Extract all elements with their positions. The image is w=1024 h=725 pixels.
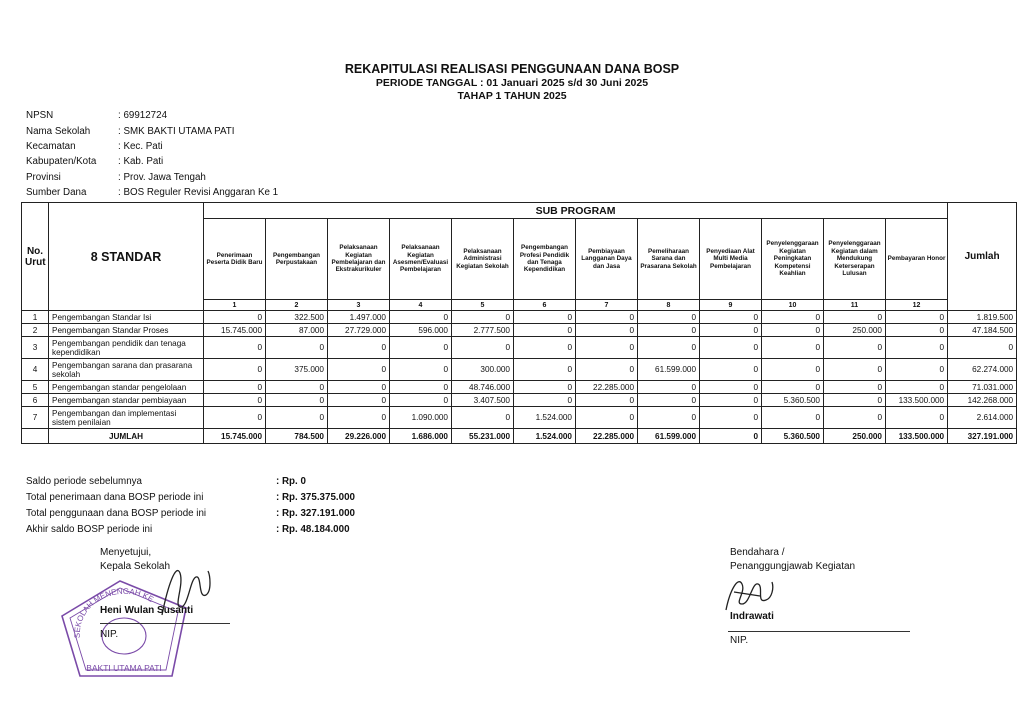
- signature-left-title: Menyetujui, Kepala Sekolah: [100, 547, 171, 572]
- row-number: 5: [22, 381, 49, 394]
- amount-cell: 1.497.000: [328, 311, 390, 324]
- signature-right-title: Bendahara / Penanggungjawab Kegiatan: [730, 547, 856, 572]
- amount-cell: 0: [390, 337, 452, 359]
- signature-right-nip: NIP.: [730, 635, 749, 646]
- amount-cell: 87.000: [266, 324, 328, 337]
- standar-name: Pengembangan Standar Proses: [49, 324, 204, 337]
- amount-cell: 2.777.500: [452, 324, 514, 337]
- row-number: 4: [22, 359, 49, 381]
- amount-cell: 0: [390, 394, 452, 407]
- amount-cell: 0: [514, 359, 576, 381]
- total-amount-cell: 250.000: [824, 429, 886, 444]
- stamp-bottom-text: BAKTI UTAMA PATI: [86, 663, 162, 673]
- total-row: [22, 429, 1017, 444]
- document-title: REKAPITULASI REALISASI PENGGUNAAN DANA BOSP: [344, 62, 680, 76]
- amount-cell: 0: [328, 407, 390, 429]
- amount-cell: 0: [700, 311, 762, 324]
- amount-cell: 22.285.000: [576, 381, 638, 394]
- amount-cell: 0: [700, 359, 762, 381]
- amount-cell: 0: [328, 394, 390, 407]
- sub-program-column-header: Pelaksanaan Kegiatan Pembelajaran dan Ekstrakurikuler: [328, 219, 390, 300]
- amount-cell: 0: [762, 359, 824, 381]
- sub-program-column-header: Penyelenggaraan Kegiatan Peningkatan Kompetensi Keahlian: [762, 219, 824, 300]
- amount-cell: 0: [824, 407, 886, 429]
- info-label: Nama Sekolah: [26, 125, 91, 137]
- column-number: 10: [762, 300, 824, 311]
- amount-cell: 0: [390, 359, 452, 381]
- sub-program-header: SUB PROGRAM: [204, 203, 948, 219]
- amount-cell: 0: [700, 324, 762, 337]
- info-value: : 69912724: [118, 110, 168, 122]
- column-number: 5: [452, 300, 514, 311]
- column-number: 6: [514, 300, 576, 311]
- amount-cell: 0: [824, 311, 886, 324]
- table-row: [22, 394, 1017, 407]
- amount-cell: 0: [762, 324, 824, 337]
- standar-name: Pengembangan pendidik dan tenaga kependidikan: [49, 337, 204, 359]
- total-amount-cell: 0: [700, 429, 762, 444]
- amount-cell: 0: [576, 324, 638, 337]
- amount-cell: 0: [514, 381, 576, 394]
- summary-label: Total penerimaan dana BOSP periode ini: [26, 491, 204, 503]
- standar-header: 8 STANDAR: [49, 203, 204, 311]
- sub-program-column-header: Pelaksanaan Administrasi Kegiatan Sekolah: [452, 219, 514, 300]
- amount-cell: 3.407.500: [452, 394, 514, 407]
- info-label: NPSN: [26, 110, 54, 122]
- summary-label: Akhir saldo BOSP periode ini: [26, 524, 153, 536]
- amount-cell: 0: [886, 407, 948, 429]
- amount-cell: 0: [886, 337, 948, 359]
- amount-cell: 0: [762, 311, 824, 324]
- amount-cell: 0: [762, 407, 824, 429]
- amount-cell: 0: [204, 311, 266, 324]
- amount-cell: 27.729.000: [328, 324, 390, 337]
- amount-cell: 0: [886, 311, 948, 324]
- info-value: : Prov. Jawa Tengah: [118, 171, 206, 183]
- jumlah-header: Jumlah: [948, 203, 1017, 311]
- summary-value: : Rp. 48.184.000: [276, 524, 350, 536]
- column-number: 4: [390, 300, 452, 311]
- amount-cell: 61.599.000: [638, 359, 700, 381]
- column-number: 7: [576, 300, 638, 311]
- amount-cell: 0: [700, 394, 762, 407]
- sub-program-column-header: Pengembangan Perpustakaan: [266, 219, 328, 300]
- amount-cell: 300.000: [452, 359, 514, 381]
- amount-cell: 250.000: [824, 324, 886, 337]
- summary-label: Saldo periode sebelumnya: [26, 475, 143, 487]
- info-value: : Kec. Pati: [118, 140, 163, 152]
- amount-cell: 1.524.000: [514, 407, 576, 429]
- amount-cell: 1.090.000: [390, 407, 452, 429]
- info-row: [26, 108, 278, 123]
- amount-cell: 0: [514, 324, 576, 337]
- total-amount-cell: 29.226.000: [328, 429, 390, 444]
- amount-cell: 322.500: [266, 311, 328, 324]
- sub-program-column-header: Pengembangan Profesi Pendidik dan Tenaga Kependidikan: [514, 219, 576, 300]
- info-row: [26, 123, 278, 138]
- total-amount-cell: 5.360.500: [762, 429, 824, 444]
- standar-name: Pengembangan dan implementasi sistem penilaian: [49, 407, 204, 429]
- signature-left-name: Heni Wulan Susanti: [100, 605, 194, 616]
- total-amount-cell: 55.231.000: [452, 429, 514, 444]
- row-number: 7: [22, 407, 49, 429]
- summary-value: : Rp. 327.191.000: [276, 507, 355, 519]
- summary-label: Total penggunaan dana BOSP periode ini: [26, 507, 207, 519]
- signature-left-line: [100, 623, 230, 624]
- info-label: Sumber Dana: [26, 187, 87, 199]
- document-stage: TAHAP 1 TAHUN 2025: [457, 90, 567, 102]
- signature-right-name: Indrawati: [730, 611, 774, 622]
- amount-cell: 0: [576, 359, 638, 381]
- amount-cell: 0: [204, 407, 266, 429]
- summary-row: [26, 522, 355, 538]
- standar-name: Pengembangan standar pembiayaan: [49, 394, 204, 407]
- info-label: Kecamatan: [26, 140, 76, 152]
- info-row: [26, 139, 278, 154]
- sub-program-column-header: Penyelenggaraan Kegiatan dalam Mendukung Keterserapan Lulusan: [824, 219, 886, 300]
- realisasi-table: [21, 202, 1017, 444]
- amount-cell: 0: [576, 311, 638, 324]
- amount-cell: 0: [886, 359, 948, 381]
- grand-total: 327.191.000: [948, 429, 1017, 444]
- column-number: 2: [266, 300, 328, 311]
- amount-cell: 0: [638, 311, 700, 324]
- info-label: Kabupaten/Kota: [26, 156, 97, 168]
- amount-cell: 48.746.000: [452, 381, 514, 394]
- total-label: JUMLAH: [49, 429, 204, 444]
- amount-cell: 0: [824, 381, 886, 394]
- amount-cell: 0: [452, 337, 514, 359]
- amount-cell: 0: [204, 394, 266, 407]
- amount-cell: 0: [638, 407, 700, 429]
- amount-cell: 0: [266, 394, 328, 407]
- amount-cell: 5.360.500: [762, 394, 824, 407]
- row-total: 2.614.000: [948, 407, 1017, 429]
- amount-cell: 0: [638, 394, 700, 407]
- total-amount-cell: 784.500: [266, 429, 328, 444]
- standar-name: Pengembangan Standar Isi: [49, 311, 204, 324]
- row-total: 1.819.500: [948, 311, 1017, 324]
- amount-cell: 0: [638, 381, 700, 394]
- total-amount-cell: 61.599.000: [638, 429, 700, 444]
- amount-cell: 0: [576, 337, 638, 359]
- amount-cell: 0: [824, 394, 886, 407]
- amount-cell: 0: [514, 311, 576, 324]
- total-amount-cell: 133.500.000: [886, 429, 948, 444]
- total-amount-cell: 1.524.000: [514, 429, 576, 444]
- info-row: [26, 170, 278, 185]
- table-row: [22, 324, 1017, 337]
- amount-cell: 596.000: [390, 324, 452, 337]
- amount-cell: 0: [328, 337, 390, 359]
- amount-cell: 0: [266, 381, 328, 394]
- sub-program-column-header: Pembayaran Honor: [886, 219, 948, 300]
- standar-name: Pengembangan standar pengelolaan: [49, 381, 204, 394]
- amount-cell: 0: [204, 381, 266, 394]
- sub-program-column-header: Penerimaan Peserta Didik Baru: [204, 219, 266, 300]
- row-total: 0: [948, 337, 1017, 359]
- table-row: [22, 381, 1017, 394]
- row-number: 3: [22, 337, 49, 359]
- school-info: [26, 108, 278, 200]
- row-total: 47.184.500: [948, 324, 1017, 337]
- row-total: 62.274.000: [948, 359, 1017, 381]
- saldo-summary: [26, 473, 355, 538]
- column-number: 1: [204, 300, 266, 311]
- amount-cell: 0: [266, 407, 328, 429]
- amount-cell: 133.500.000: [886, 394, 948, 407]
- amount-cell: 0: [390, 311, 452, 324]
- amount-cell: 0: [576, 394, 638, 407]
- amount-cell: 0: [328, 359, 390, 381]
- column-number: 9: [700, 300, 762, 311]
- table-row: [22, 407, 1017, 429]
- amount-cell: 0: [204, 359, 266, 381]
- no-urut-header: No. Urut: [22, 203, 49, 311]
- info-value: : Kab. Pati: [118, 156, 164, 168]
- amount-cell: 0: [886, 324, 948, 337]
- amount-cell: 0: [204, 337, 266, 359]
- column-number: 12: [886, 300, 948, 311]
- document-period: PERIODE TANGGAL : 01 Januari 2025 s/d 30 Juni 2025: [375, 77, 649, 89]
- amount-cell: 0: [886, 381, 948, 394]
- info-label: Provinsi: [26, 171, 61, 183]
- amount-cell: 0: [266, 337, 328, 359]
- signature-left-nip: NIP.: [100, 629, 119, 640]
- column-number: 3: [328, 300, 390, 311]
- info-value: : BOS Reguler Revisi Anggaran Ke 1: [118, 187, 279, 199]
- amount-cell: 0: [700, 381, 762, 394]
- sub-program-column-header: Penyediaan Alat Multi Media Pembelajaran: [700, 219, 762, 300]
- info-row: [26, 185, 278, 200]
- amount-cell: 0: [390, 381, 452, 394]
- total-row-blank: [22, 429, 49, 444]
- info-value: : SMK BAKTI UTAMA PATI: [118, 125, 235, 137]
- amount-cell: 0: [700, 407, 762, 429]
- summary-value: : Rp. 375.375.000: [276, 491, 355, 503]
- amount-cell: 0: [576, 407, 638, 429]
- summary-value: : Rp. 0: [276, 475, 306, 487]
- row-number: 2: [22, 324, 49, 337]
- table-row: [22, 337, 1017, 359]
- sub-program-column-header: Pemeliharaan Sarana dan Prasarana Sekolah: [638, 219, 700, 300]
- amount-cell: 0: [452, 311, 514, 324]
- amount-cell: 0: [452, 407, 514, 429]
- amount-cell: 0: [824, 359, 886, 381]
- stamp-top-text: SEKOLAH MENENGAH KE: [72, 586, 156, 639]
- amount-cell: 0: [328, 381, 390, 394]
- column-number: 8: [638, 300, 700, 311]
- column-number: 11: [824, 300, 886, 311]
- signature-right-line: [728, 631, 910, 632]
- total-amount-cell: 22.285.000: [576, 429, 638, 444]
- row-total: 71.031.000: [948, 381, 1017, 394]
- amount-cell: 0: [762, 381, 824, 394]
- standar-name: Pengembangan sarana dan prasarana sekolah: [49, 359, 204, 381]
- summary-row: [26, 489, 355, 505]
- row-number: 6: [22, 394, 49, 407]
- amount-cell: 0: [638, 337, 700, 359]
- info-row: [26, 154, 278, 169]
- amount-cell: 0: [824, 337, 886, 359]
- row-total: 142.268.000: [948, 394, 1017, 407]
- total-amount-cell: 15.745.000: [204, 429, 266, 444]
- sub-program-column-header: Pelaksanaan Kegiatan Asesmen/Evaluasi Pembelajaran: [390, 219, 452, 300]
- summary-row: [26, 473, 355, 489]
- amount-cell: 0: [514, 337, 576, 359]
- amount-cell: 0: [638, 324, 700, 337]
- amount-cell: 375.000: [266, 359, 328, 381]
- table-row: [22, 311, 1017, 324]
- sub-program-column-header: Pembiayaan Langganan Daya dan Jasa: [576, 219, 638, 300]
- amount-cell: 0: [514, 394, 576, 407]
- summary-row: [26, 505, 355, 521]
- amount-cell: 15.745.000: [204, 324, 266, 337]
- total-amount-cell: 1.686.000: [390, 429, 452, 444]
- amount-cell: 0: [762, 337, 824, 359]
- table-row: [22, 359, 1017, 381]
- row-number: 1: [22, 311, 49, 324]
- amount-cell: 0: [700, 337, 762, 359]
